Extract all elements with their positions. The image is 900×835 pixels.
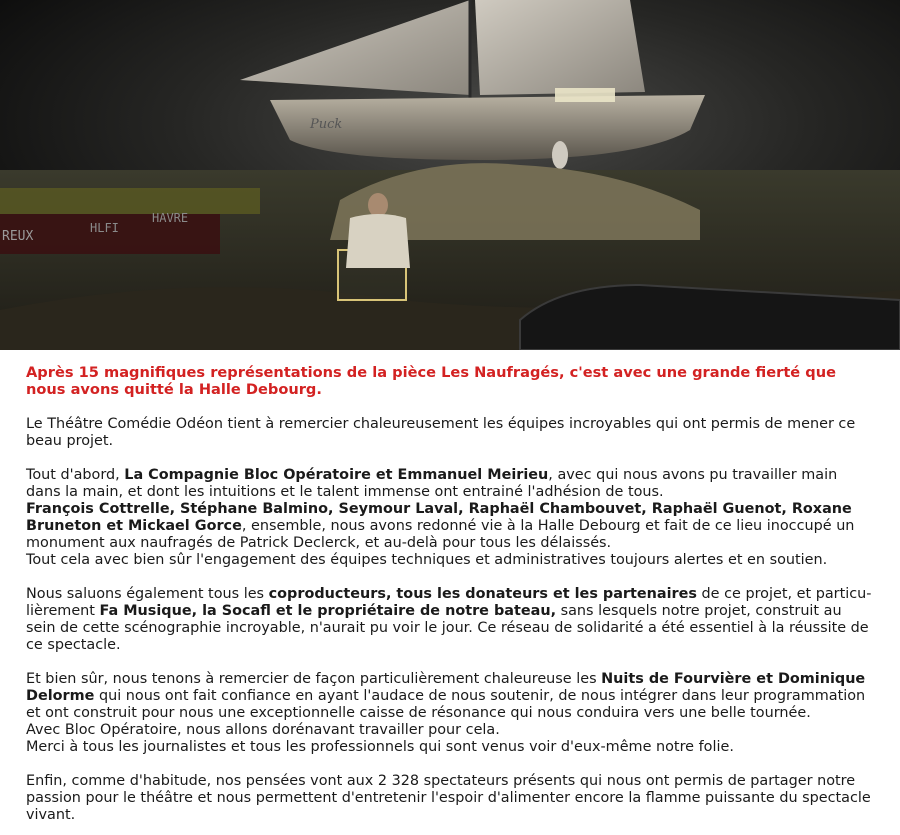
article-body xyxy=(0,350,900,824)
article-headline: Après 15 magnifiques représentations de la pièce Les Naufragés, c'est avec une grande fierté que nous avons quitté la Halle Debourg. xyxy=(26,364,837,398)
paragraph-thanks-text: Le Théâtre Comédie Odéon tient à remercier chaleureusement les équipes incroyables qui ont permis de mener ce beau projet. xyxy=(26,416,856,449)
partners-end-text: sans lesquels notre projet, construit au sein de cette scénographie incroyable, n'aurait pu voir le jour. Ce réseau de solidarité a été essentiel à la réussite de ce spectacle. xyxy=(26,603,869,653)
boat-name: Puck xyxy=(310,117,343,132)
paragraph-company xyxy=(26,467,874,569)
hero-photo xyxy=(0,0,900,350)
paragraph-spectators xyxy=(26,773,874,824)
fourviere-intro-text: Et bien sûr, nous tenons à remercier de façon particulièrement chaleureuse les xyxy=(26,671,602,687)
man-head xyxy=(368,193,388,217)
fourviere-desc-text: qui nous ont fait confiance en ayant l'audace de nous soutenir, de nous intégrer dans leur programmation et ont construit pour nous une exceptionnelle caisse de résonance qui nous conduira vers une belle tournée. xyxy=(26,688,866,721)
man-shirt xyxy=(346,214,410,268)
sign-left-text: REUX xyxy=(2,229,34,244)
sign-mid-text: HLFI xyxy=(90,221,119,235)
teams-support-text: Tout cela avec bien sûr l'engagement des équipes techniques et administratives toujours alertes et en soutien. xyxy=(26,552,828,568)
partners-mid-text: de ce projet, et particu-lièrement xyxy=(26,586,872,619)
company-intro-text: Tout d'abord, xyxy=(26,467,125,483)
partners-list: coproducteurs, tous les donateurs et les partenaires xyxy=(268,586,697,602)
journalists-thanks-text: Merci à tous les journalistes et tous les professionnels qui sont venus voir d'eux-même notre folie. xyxy=(26,739,734,755)
sign-right-text: HAVRE xyxy=(152,211,189,225)
cabin-light xyxy=(555,88,615,102)
sponsors-list: Fa Musique, la Socafl et le propriétaire de notre bateau, xyxy=(99,603,557,619)
yellow-barrier xyxy=(0,188,260,214)
team-desc-text: , ensemble, nous avons redonné vie à la Halle Debourg et fait de ce lieu inoccupé un monument aux naufragés de Patrick Declerck, et au-delà pour tous les délaissés. xyxy=(26,518,855,551)
sail-right xyxy=(475,0,645,95)
spectators-text: Enfin, comme d'habitude, nos pensées vont aux 2 328 spectateurs présents qui nous ont permis de partager notre passion pour le théâtre et nous permettent d'entretenir l'espoir d'alimenter encore la flamme puissante du spectacle vivant. xyxy=(26,773,871,823)
fourviere-name: Nuits de Fourvière et Dominique Delorme xyxy=(26,671,866,704)
company-name: La Compagnie Bloc Opératoire et Emmanuel Meirieu xyxy=(124,467,549,483)
paragraph-fourviere xyxy=(26,671,874,756)
company-desc-text: , avec qui nous avons pu travailler main dans la main, et dont les intuitions et le talent immense ont entrainé l'adhésion de tous. xyxy=(26,467,838,500)
paragraph-partners xyxy=(26,586,874,654)
buoy xyxy=(552,141,568,169)
bloc-operatoire-text: Avec Bloc Opératoire, nous allons dorénavant travailler pour cela. xyxy=(26,722,500,738)
paragraph-thanks xyxy=(26,416,874,450)
team-names: François Cottrelle, Stéphane Balmino, Seymour Laval, Raphaël Chambouvet, Raphaël Guenot, Roxane Bruneton et Mickael Gorce xyxy=(26,501,852,534)
partners-intro-text: Nous saluons également tous les xyxy=(26,586,269,602)
stage-scene-illustration xyxy=(0,0,900,350)
